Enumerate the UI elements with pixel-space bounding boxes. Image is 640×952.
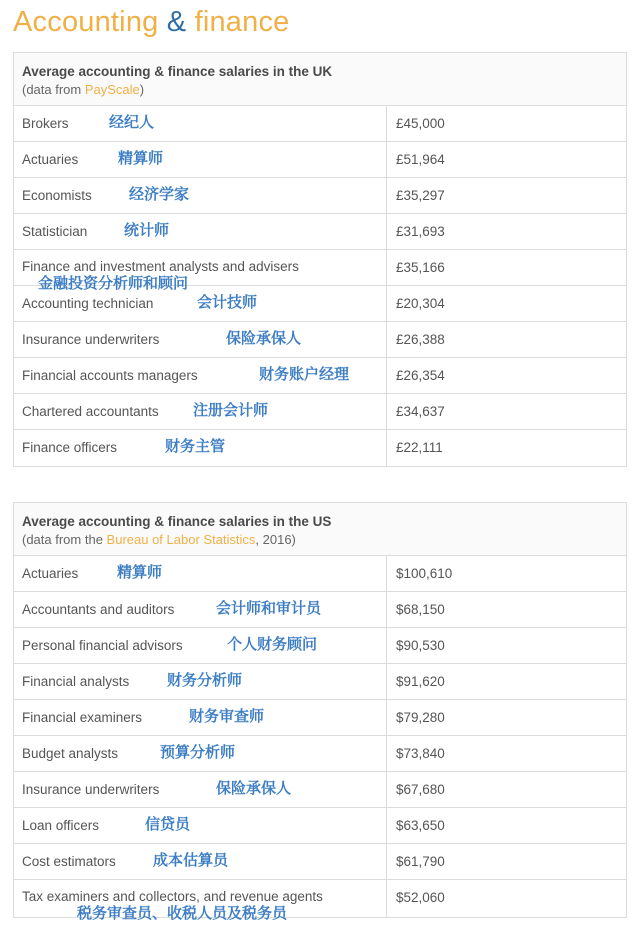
table-row: [14, 286, 626, 322]
table-row: [14, 430, 626, 466]
salary-value: £35,297: [396, 188, 445, 203]
salary-value: $79,280: [396, 710, 445, 725]
salary-value: £51,964: [396, 152, 445, 167]
table-row: [14, 214, 626, 250]
job-title-chinese: 预算分析师: [160, 744, 236, 761]
page-title-left: Accounting: [13, 6, 159, 38]
salary-value: £31,693: [396, 224, 445, 239]
job-title: Brokers: [22, 116, 69, 131]
uk-table-header: [14, 53, 626, 106]
job-title-chinese: 税务审查员、收税人员及税务员: [77, 905, 288, 922]
job-title-chinese: 经济学家: [129, 186, 190, 203]
salary-value: £35,166: [396, 260, 445, 275]
salary-value: £34,637: [396, 404, 445, 419]
job-title: Chartered accountants: [22, 404, 159, 419]
payscale-link[interactable]: PayScale: [84, 82, 140, 97]
job-title-chinese: 精算师: [118, 150, 164, 167]
job-title-chinese: 金融投资分析师和顾问: [38, 275, 189, 292]
job-title-chinese: 财务分析师: [167, 672, 243, 689]
salary-value: $67,680: [396, 782, 445, 797]
us-source-suffix: , 2016): [255, 532, 296, 547]
salary-value: £22,111: [396, 440, 443, 455]
uk-source-suffix: ): [139, 82, 145, 97]
job-title-chinese: 个人财务顾问: [227, 636, 318, 653]
salary-value: $73,840: [396, 746, 445, 761]
table-row: [14, 808, 626, 844]
job-title-chinese: 会计技师: [197, 294, 258, 311]
salary-value: $63,650: [396, 818, 445, 833]
us-source-prefix: (data from the: [22, 532, 107, 547]
page-title: [13, 6, 290, 39]
salary-value: $90,530: [396, 638, 445, 653]
us-salary-table: [13, 502, 627, 922]
table-row: [14, 394, 626, 430]
job-title-chinese: 财务审查师: [189, 708, 265, 725]
table-row: [14, 700, 626, 736]
uk-table-title: Average accounting & finance salaries in the UK: [22, 64, 333, 79]
us-table-title: Average accounting & finance salaries in the US: [22, 514, 332, 529]
job-title: Finance officers: [22, 440, 118, 455]
salary-value: $68,150: [396, 602, 445, 617]
job-title-chinese: 信贷员: [145, 816, 191, 833]
uk-salary-table: [13, 52, 627, 467]
job-title-chinese: 保险承保人: [226, 330, 302, 347]
table-row: [14, 664, 626, 700]
salary-value: £26,354: [396, 368, 445, 383]
job-title: Financial analysts: [22, 674, 130, 689]
job-title-chinese: 成本估算员: [153, 852, 229, 869]
job-title: Budget analysts: [22, 746, 119, 761]
job-title: Actuaries: [22, 152, 79, 167]
table-row: [14, 142, 626, 178]
table-row: [14, 178, 626, 214]
job-title: Personal financial advisors: [22, 638, 183, 653]
table-row: [14, 844, 626, 880]
job-title: Finance and investment analysts and advisers: [22, 259, 299, 274]
job-title: Statistician: [22, 224, 88, 239]
table-row: [14, 592, 626, 628]
job-title: Insurance underwriters: [22, 332, 160, 347]
page-title-right: finance: [194, 6, 290, 38]
job-title-chinese: 经纪人: [109, 114, 155, 131]
job-title-chinese: 统计师: [124, 222, 170, 239]
us-table-header: [14, 503, 626, 556]
salary-value: $100,610: [396, 566, 453, 581]
table-row: [14, 358, 626, 394]
job-title-chinese: 精算师: [117, 564, 163, 581]
table-row: [14, 628, 626, 664]
job-title: Accountants and auditors: [22, 602, 175, 617]
job-title-chinese: 注册会计师: [193, 402, 269, 419]
job-title: Cost estimators: [22, 854, 116, 869]
page-title-ampersand: &: [166, 6, 187, 38]
table-row: [14, 106, 626, 142]
job-title: Insurance underwriters: [22, 782, 160, 797]
bls-link[interactable]: Bureau of Labor Statistics: [106, 532, 256, 547]
us-table-source: [22, 531, 618, 549]
salary-value: $61,790: [396, 854, 445, 869]
uk-table-source: [22, 81, 618, 99]
table-row: [14, 322, 626, 358]
job-title-chinese: 保险承保人: [216, 780, 292, 797]
table-row: [14, 556, 626, 592]
salary-value: $91,620: [396, 674, 445, 689]
job-title: Tax examiners and collectors, and revenue agents: [22, 889, 323, 904]
job-title-chinese: 会计师和审计员: [216, 600, 322, 617]
salary-value: £20,304: [396, 296, 445, 311]
job-title: Financial examiners: [22, 710, 143, 725]
uk-source-prefix: (data from: [22, 82, 85, 97]
job-title: Actuaries: [22, 566, 79, 581]
job-title: Financial accounts managers: [22, 368, 198, 383]
table-row: [14, 736, 626, 772]
table-row: [14, 772, 626, 808]
salary-value: $52,060: [396, 890, 445, 905]
salary-value: £45,000: [396, 116, 445, 131]
job-title: Economists: [22, 188, 92, 203]
job-title-chinese: 财务主管: [165, 438, 226, 455]
salary-value: £26,388: [396, 332, 445, 347]
job-title-chinese: 财务账户经理: [259, 366, 350, 383]
table-row: [14, 250, 626, 292]
table-row: [14, 880, 626, 922]
job-title: Loan officers: [22, 818, 100, 833]
job-title: Accounting technician: [22, 296, 154, 311]
